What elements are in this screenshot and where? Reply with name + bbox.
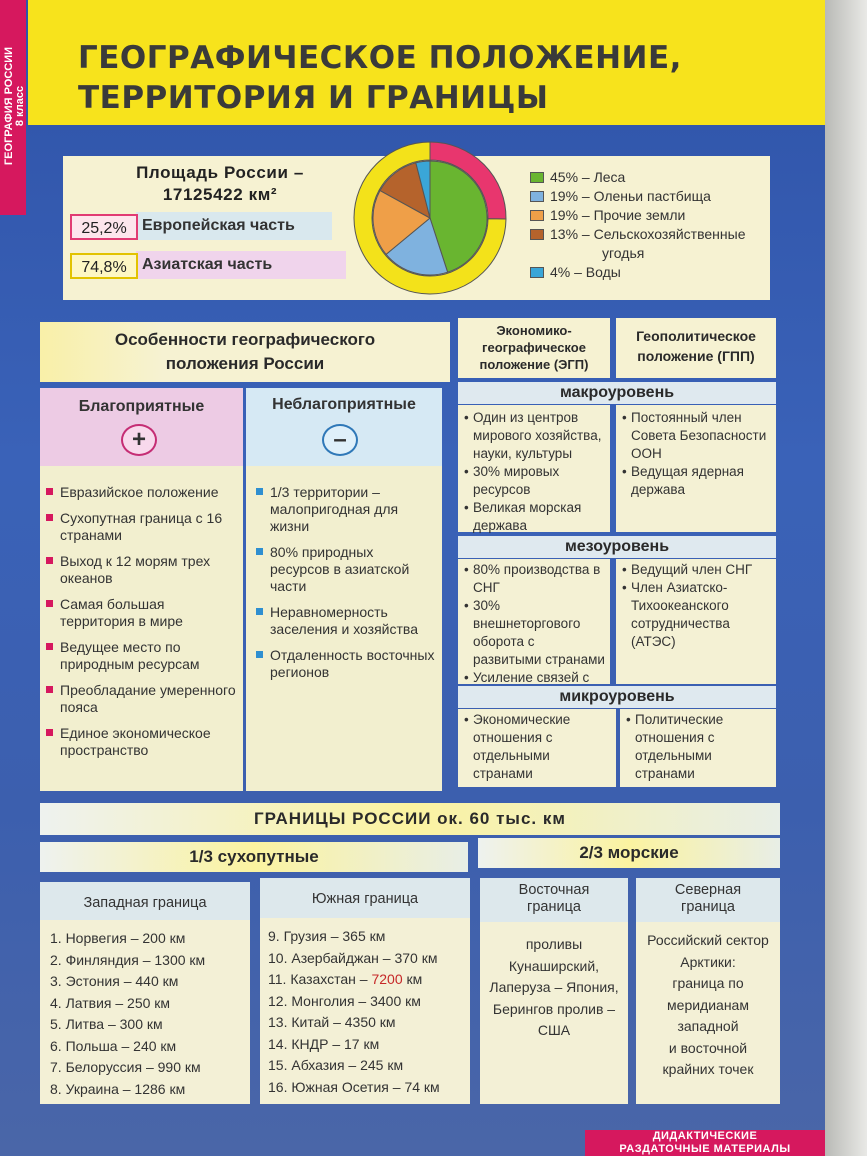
border-country: 3. Эстония – 440 км: [50, 973, 179, 989]
page-title: [78, 38, 682, 118]
northern-border-box: [636, 878, 780, 1104]
northern-border-header: [636, 878, 780, 922]
gpp-line-1: Геополитическое: [636, 328, 756, 344]
feature-item: [256, 604, 436, 638]
feature-item: [46, 725, 237, 759]
feature-item-text: Евразийское положение: [60, 484, 219, 500]
northern-text-line: меридианам: [667, 996, 749, 1013]
egp-line-1: Экономико-: [496, 323, 572, 338]
level-item: • Член Азиатско-Тихоокеанского сотрудничества (АТЭС): [622, 579, 772, 651]
eastern-border-box: [480, 878, 628, 1104]
title-line-1: ГЕОГРАФИЧЕСКОЕ ПОЛОЖЕНИЕ,: [78, 40, 682, 76]
level-item: • Ведущий член СНГ: [622, 561, 772, 579]
kazakhstan-length: 7200: [371, 971, 403, 987]
asian-label-bar: [136, 251, 346, 279]
border-country: 6. Польша – 240 км: [50, 1037, 177, 1054]
bullet-square-icon: [46, 600, 53, 607]
border-country: 8. Украина – 1286 км: [50, 1080, 186, 1097]
egp-line-2: географическое: [482, 340, 586, 355]
level-item: • 80% производства в СНГ: [464, 561, 606, 597]
border-country: 11. Казахстан – 7200 км: [268, 971, 423, 987]
northern-text-line: Арктики:: [680, 953, 736, 970]
legend-swatch: [530, 172, 544, 183]
legend-text-cont: угодья: [602, 245, 645, 261]
feature-item: [256, 647, 436, 681]
grade-label: 8 класс: [14, 85, 26, 127]
bullet-square-icon: [46, 514, 53, 521]
side-text: [4, 31, 26, 181]
bullet-square-icon: [46, 729, 53, 736]
legend-text: 45% – Леса: [550, 169, 626, 185]
southern-border-box: [260, 878, 470, 1104]
eastern-text-line: США: [537, 1022, 571, 1038]
level-item: • Экономические отношения с отдельными странами: [464, 711, 612, 783]
feature-item: [46, 639, 237, 673]
border-country: 7. Белоруссия – 990 км: [50, 1059, 201, 1075]
unfavorable-label: Неблагоприятные: [272, 396, 416, 413]
feature-item: [46, 484, 237, 501]
northern-text-line: Российский сектор: [647, 932, 769, 948]
eastern-text-line: Лаперуза – Япония,: [489, 979, 619, 995]
area-title-line-1: Площадь России –: [136, 163, 304, 182]
legend-item: [530, 206, 745, 225]
eastern-text-line: Берингов пролив –: [492, 1000, 616, 1017]
subject-label: ГЕОГРАФИЯ РОССИИ: [3, 46, 15, 166]
bullet-square-icon: [46, 643, 53, 650]
bullet-square-icon: [256, 548, 263, 555]
egp-line-3: положение (ЭГП): [479, 357, 589, 372]
feature-item-text: 1/3 территории – малопригодная для жизни: [270, 484, 399, 534]
feature-item: [46, 596, 237, 630]
land-borders-label: 1/3 сухопутные: [40, 842, 468, 872]
legend-text: 19% – Прочие земли: [550, 207, 686, 223]
egp-header: [458, 318, 610, 378]
micro-gpp: [620, 709, 776, 787]
kazakhstan-unit: км: [402, 971, 423, 987]
western-border-box: [40, 882, 250, 1104]
southern-border-header: Южная граница: [260, 878, 470, 918]
european-label-bar: [136, 212, 332, 240]
macro-level-header: макроуровень: [458, 382, 776, 404]
northern-text-line: крайних точек: [662, 1061, 754, 1077]
borders-title: ГРАНИЦЫ РОССИИ ок. 60 тыс. км: [40, 803, 780, 835]
gpp-header: [616, 318, 776, 378]
southern-border-list: [260, 918, 470, 1098]
legend-item: [530, 263, 745, 282]
legend-item: [530, 168, 745, 187]
micro-egp: [458, 709, 616, 787]
sea-borders-label: 2/3 морские: [478, 838, 780, 868]
macro-egp: [458, 405, 610, 532]
legend-text: 4% – Воды: [550, 264, 621, 280]
title-line-2: ТЕРРИТОРИЯ И ГРАНИЦЫ: [78, 80, 549, 116]
border-country: 12. Монголия – 3400 км: [268, 992, 421, 1009]
european-pct: 25,2%: [70, 214, 138, 240]
poster-edge: [825, 0, 867, 1156]
eastern-border-text: [480, 922, 628, 1042]
border-country: 15. Абхазия – 245 км: [268, 1057, 404, 1073]
border-country: 9. Грузия – 365 км: [268, 928, 386, 944]
plus-icon: +: [121, 424, 157, 456]
level-item: • Усиление связей с: [464, 669, 606, 705]
asian-pct: 74,8%: [70, 253, 138, 279]
level-item: • 30% мировых ресурсов: [464, 463, 606, 499]
features-title-line-2: положения России: [165, 354, 325, 373]
western-border-header: Западная граница: [40, 882, 250, 920]
feature-item-text: 80% природных ресурсов в азиатской части: [270, 544, 410, 594]
level-item: • Постоянный член Совета Безопасности ООН: [622, 409, 772, 463]
legend-item: [530, 187, 745, 206]
border-country: 2. Финляндия – 1300 км: [50, 951, 206, 968]
legend-swatch: [530, 267, 544, 278]
eastern-text-line: Кунаширский,: [508, 957, 600, 974]
minus-icon: –: [322, 424, 358, 456]
eastern-text-line: проливы: [525, 936, 583, 952]
bullet-square-icon: [256, 608, 263, 615]
footer-badge: [585, 1130, 825, 1156]
favorable-list: [40, 466, 243, 791]
favorable-header: [40, 388, 243, 466]
feature-item: [46, 682, 237, 716]
footer-line-1: ДИДАКТИЧЕСКИЕ: [652, 1130, 758, 1142]
legend-text: 13% – Сельскохозяйственные: [550, 226, 746, 242]
legend-swatch: [530, 229, 544, 240]
legend-item: [530, 225, 745, 263]
unfavorable-list: [246, 466, 442, 791]
favorable-label: Благоприятные: [78, 398, 205, 415]
pie-legend: [530, 168, 745, 282]
feature-item-text: Самая большая территория в мире: [60, 596, 183, 629]
unfavorable-header: [246, 388, 442, 466]
feature-item-text: Выход к 12 морям трех океанов: [60, 553, 211, 586]
micro-level-header: микроуровень: [458, 686, 776, 708]
legend-swatch: [530, 191, 544, 202]
northern-header-text: Северная граница: [674, 882, 742, 915]
feature-item-text: Ведущее место по природным ресурсам: [60, 639, 200, 672]
footer-line-2: РАЗДАТОЧНЫЕ МАТЕРИАЛЫ: [619, 1143, 791, 1155]
border-country: 4. Латвия – 250 км: [50, 994, 171, 1011]
western-border-list: [40, 920, 250, 1100]
area-title-line-2: 17125422 км²: [162, 185, 278, 204]
gpp-line-2: положение (ГПП): [637, 348, 755, 364]
bullet-square-icon: [46, 557, 53, 564]
feature-item-text: Неравномерность заселения и хозяйства: [270, 604, 418, 637]
meso-gpp: [616, 559, 776, 684]
macro-gpp: [616, 405, 776, 532]
feature-item: [46, 553, 237, 587]
features-title-line-1: Особенности географического: [114, 330, 376, 349]
bullet-square-icon: [46, 686, 53, 693]
border-country: 14. КНДР – 17 км: [268, 1035, 380, 1052]
land-use-pie-chart: [350, 138, 510, 298]
feature-item: [256, 484, 436, 535]
border-country: 1. Норвегия – 200 км: [50, 930, 186, 946]
features-header: [40, 322, 450, 382]
border-country: 5. Литва – 300 км: [50, 1016, 163, 1032]
level-item: • Один из центров мирового хозяйства, науки, культуры: [464, 409, 606, 463]
side-strip: [0, 0, 26, 215]
legend-swatch: [530, 210, 544, 221]
feature-item-text: Отдаленность восточных регионов: [270, 647, 435, 680]
meso-level-header: мезоуровень: [458, 536, 776, 558]
european-label: Европейская часть: [142, 217, 295, 234]
feature-item-text: Единое экономическое пространство: [60, 725, 211, 758]
northern-border-text: [636, 922, 780, 1081]
border-country: 10. Азербайджан – 370 км: [268, 949, 438, 966]
feature-item-text: Сухопутная граница с 16 странами: [60, 510, 223, 543]
bullet-square-icon: [256, 651, 263, 658]
eastern-header-text: Восточная граница: [518, 882, 590, 915]
northern-text-line: граница по: [672, 975, 744, 991]
legend-text: 19% – Оленьи пастбища: [550, 188, 711, 204]
level-item: • Ведущая ядерная держава: [622, 463, 772, 499]
northern-text-line: и восточной: [668, 1039, 748, 1056]
bullet-square-icon: [46, 488, 53, 495]
level-item: • Политические отношения с отдельными странами: [626, 711, 772, 783]
meso-egp: [458, 559, 610, 684]
asian-label: Азиатская часть: [142, 256, 273, 273]
level-item: • Великая морская держава: [464, 499, 606, 535]
border-country: 16. Южная Осетия – 74 км: [268, 1078, 440, 1095]
border-country: 13. Китай – 4350 км: [268, 1014, 396, 1030]
bullet-square-icon: [256, 488, 263, 495]
area-title: [90, 162, 350, 206]
feature-item: [46, 510, 237, 544]
feature-item: [256, 544, 436, 595]
northern-text-line: западной: [677, 1018, 739, 1034]
level-item: • 30% внешнеторгового оборота с развитыми странами: [464, 597, 606, 669]
feature-item-text: Преобладание умеренного пояса: [60, 682, 236, 715]
eastern-border-header: [480, 878, 628, 922]
